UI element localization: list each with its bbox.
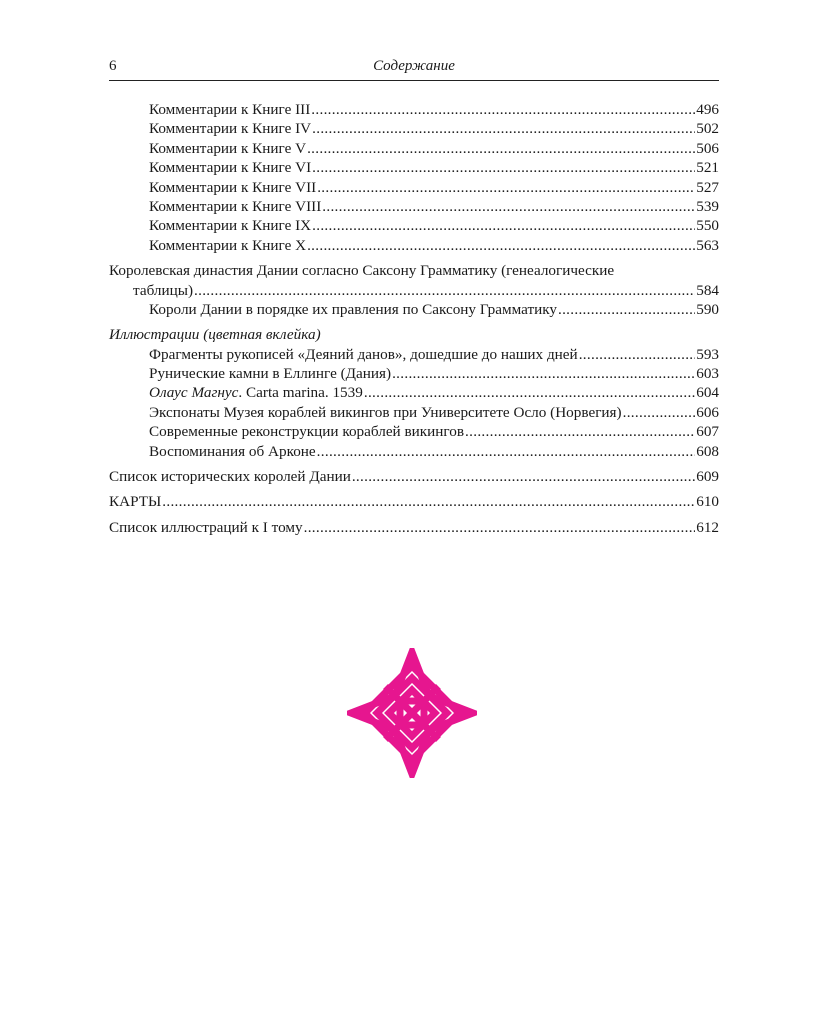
toc-entry[interactable]: Олаус Магнус. Carta marina. 1539 ..... 604	[109, 383, 719, 402]
toc-entry[interactable]: Воспоминания об Арконе ..... 608	[109, 442, 719, 461]
toc-entry-dynasty[interactable]: таблицы) ..... 584	[109, 281, 719, 300]
toc-entry[interactable]: Комментарии к Книге VIII ..... 539	[109, 197, 719, 216]
toc-entry[interactable]: Комментарии к Книге VI ..... 521	[109, 158, 719, 177]
toc-entry[interactable]: Рунические камни в Еллинге (Дания) ..... 603	[109, 364, 719, 383]
toc-entry[interactable]: Комментарии к Книге IV ..... 502	[109, 119, 719, 138]
toc-entry[interactable]: КАРТЫ ..... 610	[109, 492, 719, 511]
ornament-strokes	[351, 652, 473, 774]
toc-entry[interactable]: Список иллюстраций к I тому ..... 612	[109, 518, 719, 537]
author-name: Олаус Магнус	[149, 384, 239, 402]
table-of-contents	[109, 100, 719, 537]
toc-entry[interactable]: Фрагменты рукописей «Деяний данов», дошедшие до наших дней ..... 593	[109, 345, 719, 364]
toc-entry-dynasty-title[interactable]: Королевская династия Дании согласно Саксону Грамматику (генеалогические	[109, 262, 615, 280]
toc-entry[interactable]: Комментарии к Книге X ..... 563	[109, 236, 719, 255]
toc-entry[interactable]: Современные реконструкции кораблей викингов ..... 607	[109, 422, 719, 441]
illustrations-heading[interactable]: Иллюстрации (цветная вклейка)	[109, 326, 321, 344]
toc-entry[interactable]: Комментарии к Книге IX ..... 550	[109, 216, 719, 235]
toc-entry[interactable]: Экспонаты Музея кораблей викингов при Университете Осло (Норвегия) ..... 606	[109, 403, 719, 422]
page-header	[109, 58, 719, 81]
toc-entry[interactable]: Комментарии к Книге III ..... 496	[109, 100, 719, 119]
page-number: 6	[109, 58, 117, 74]
toc-entry[interactable]: Список исторических королей Дании ..... 609	[109, 467, 719, 486]
running-title: Содержание	[373, 58, 455, 74]
toc-entry-kings[interactable]: Короли Дании в порядке их правления по Саксону Грамматику ..... 590	[109, 300, 719, 319]
celtic-star-knot-icon	[347, 648, 477, 778]
toc-entry[interactable]: Комментарии к Книге V ..... 506	[109, 139, 719, 158]
toc-entry[interactable]: Комментарии к Книге VII ..... 527	[109, 178, 719, 197]
